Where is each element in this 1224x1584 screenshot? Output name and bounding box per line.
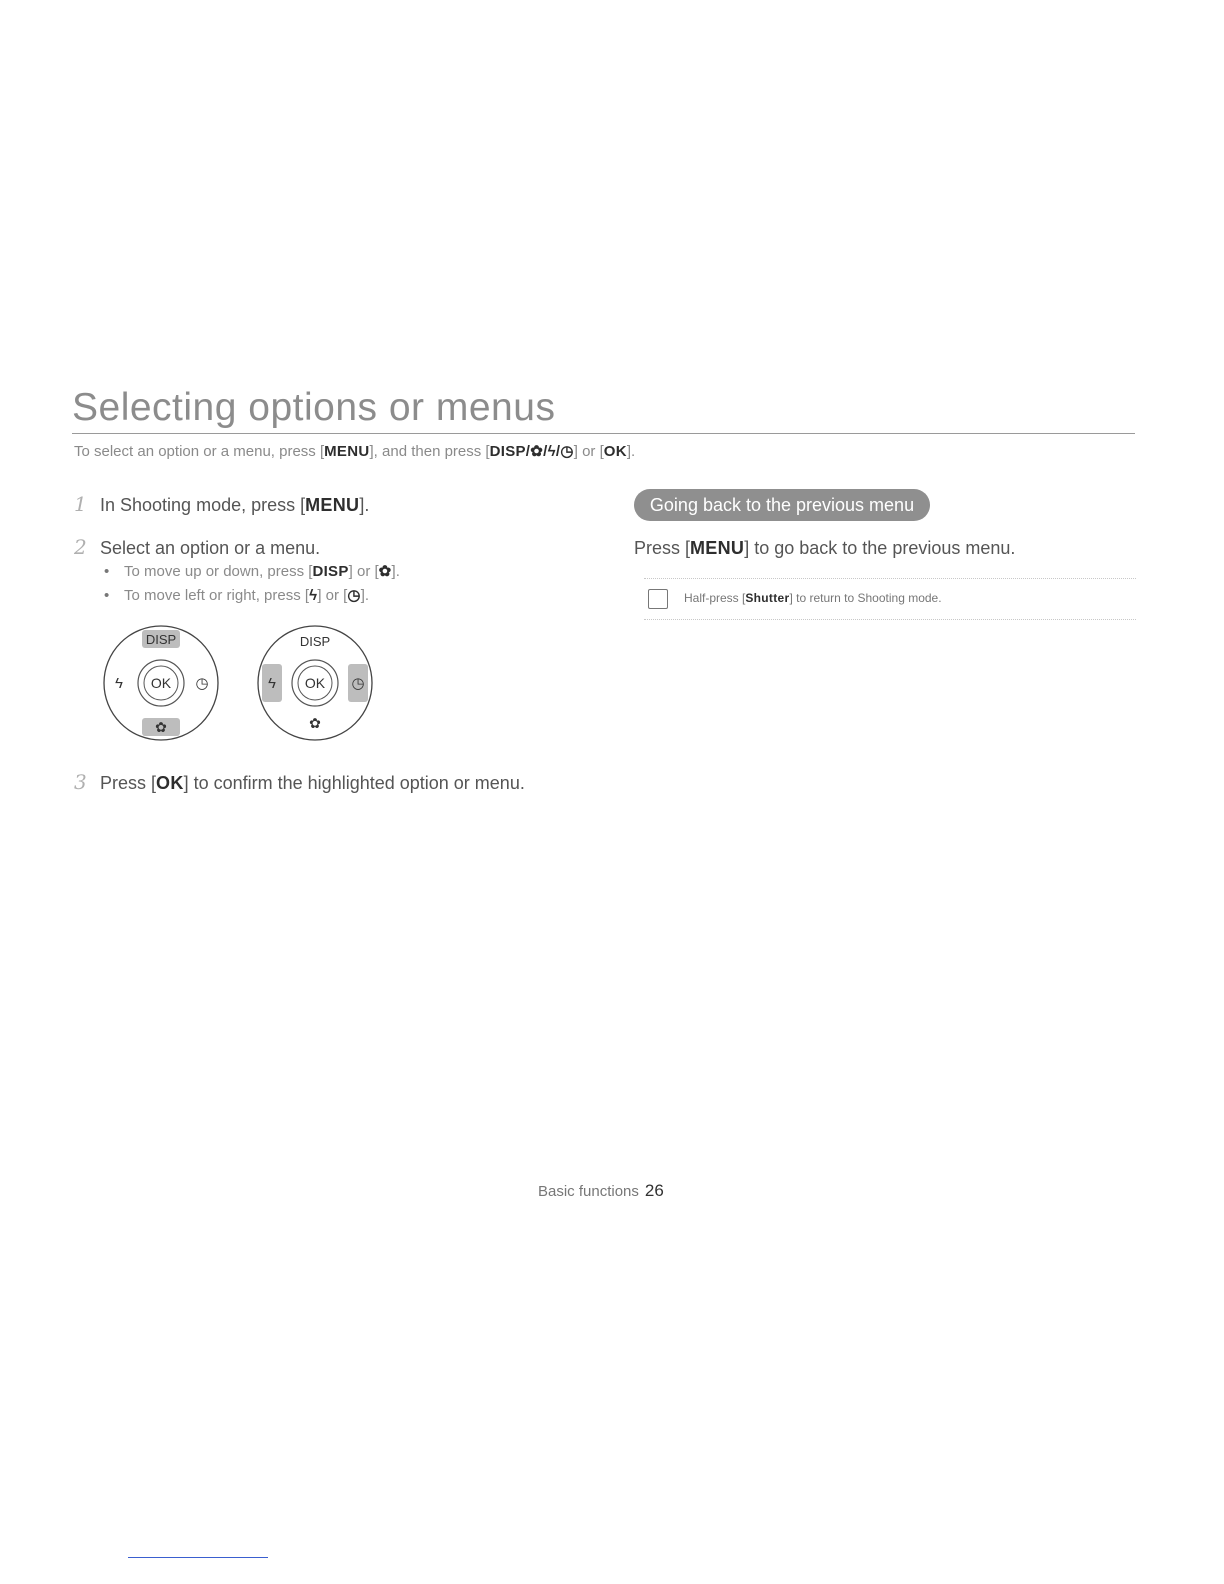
- ok-label: OK: [304, 675, 326, 691]
- intro-text: [74, 442, 635, 460]
- bullet-dot: •: [104, 587, 110, 604]
- section-text: [634, 538, 1015, 559]
- note-text: [684, 591, 942, 605]
- step-text: Select an option or a menu.: [100, 538, 321, 558]
- pad-top-label: DISP: [299, 634, 331, 649]
- macro-icon: ✿/: [530, 443, 548, 460]
- flash-icon: ϟ: [309, 587, 318, 604]
- flash-icon: ϟ/: [547, 443, 561, 460]
- page-footer: [538, 1181, 664, 1201]
- control-pad-vertical: [102, 624, 220, 742]
- ok-label: OK: [150, 675, 172, 691]
- intro-part: ] or [: [573, 443, 604, 460]
- bullet-text: ].: [360, 587, 370, 604]
- control-pad-horizontal: [256, 624, 374, 742]
- intro-part: To select an option or a menu, press [: [74, 443, 325, 460]
- flash-icon: ϟ: [115, 675, 123, 692]
- bullet-dot: •: [104, 563, 110, 580]
- bottom-link-line: [128, 1557, 268, 1558]
- flash-icon: ϟ: [268, 675, 276, 692]
- note-text-part: Half-press [: [684, 591, 746, 605]
- step-text: ] to confirm the highlighted option or menu.: [183, 773, 525, 793]
- page-number: 26: [644, 1181, 664, 1200]
- bullet-text: ] or [: [348, 563, 379, 580]
- ok-key: OK: [156, 773, 184, 793]
- step-text: In Shooting mode, press [: [100, 495, 306, 515]
- timer-icon: ◷: [351, 675, 365, 692]
- step-3: [74, 770, 525, 794]
- macro-icon: ✿: [155, 719, 167, 735]
- footer-label: Basic functions: [538, 1183, 639, 1200]
- menu-key: MENU: [324, 443, 370, 460]
- note-text-part: ] to return to Shooting mode.: [789, 591, 942, 605]
- section-text-part: Press [: [634, 538, 691, 558]
- bullet-up-down: [104, 562, 400, 580]
- bullet-text: To move up or down, press [: [124, 563, 313, 580]
- timer-icon: ◷: [560, 443, 574, 460]
- timer-icon: ◷: [347, 587, 361, 604]
- menu-key: MENU: [690, 538, 745, 558]
- ok-key: OK: [603, 443, 627, 460]
- bullet-left-right: [104, 586, 369, 604]
- note-icon: [648, 589, 668, 609]
- bullet-text: To move left or right, press [: [124, 587, 310, 604]
- disp-key: DISP/: [489, 443, 531, 460]
- step-1: [74, 492, 369, 516]
- step-number: 2: [74, 535, 87, 559]
- step-2: [74, 535, 320, 559]
- section-heading: Going back to the previous menu: [634, 489, 930, 521]
- intro-part: ].: [626, 443, 636, 460]
- bullet-text: ].: [391, 563, 400, 580]
- title-rule: [72, 433, 1135, 434]
- timer-icon: ◷: [195, 675, 209, 692]
- intro-part: ], and then press [: [369, 443, 490, 460]
- step-text: ].: [359, 495, 370, 515]
- section-text-part: ] to go back to the previous menu.: [744, 538, 1016, 558]
- step-number: 3: [74, 770, 87, 794]
- page-title: Selecting options or menus: [72, 386, 556, 429]
- step-number: 1: [74, 492, 87, 516]
- pad-top-label: DISP: [145, 632, 177, 647]
- step-text: Press [: [100, 773, 157, 793]
- note-box: [644, 578, 1136, 620]
- disp-key: DISP: [312, 563, 349, 580]
- shutter-key: Shutter: [745, 591, 790, 605]
- menu-key: MENU: [305, 495, 360, 515]
- macro-icon: ✿: [309, 715, 321, 731]
- bullet-text: ] or [: [317, 587, 348, 604]
- macro-icon: ✿: [378, 563, 392, 580]
